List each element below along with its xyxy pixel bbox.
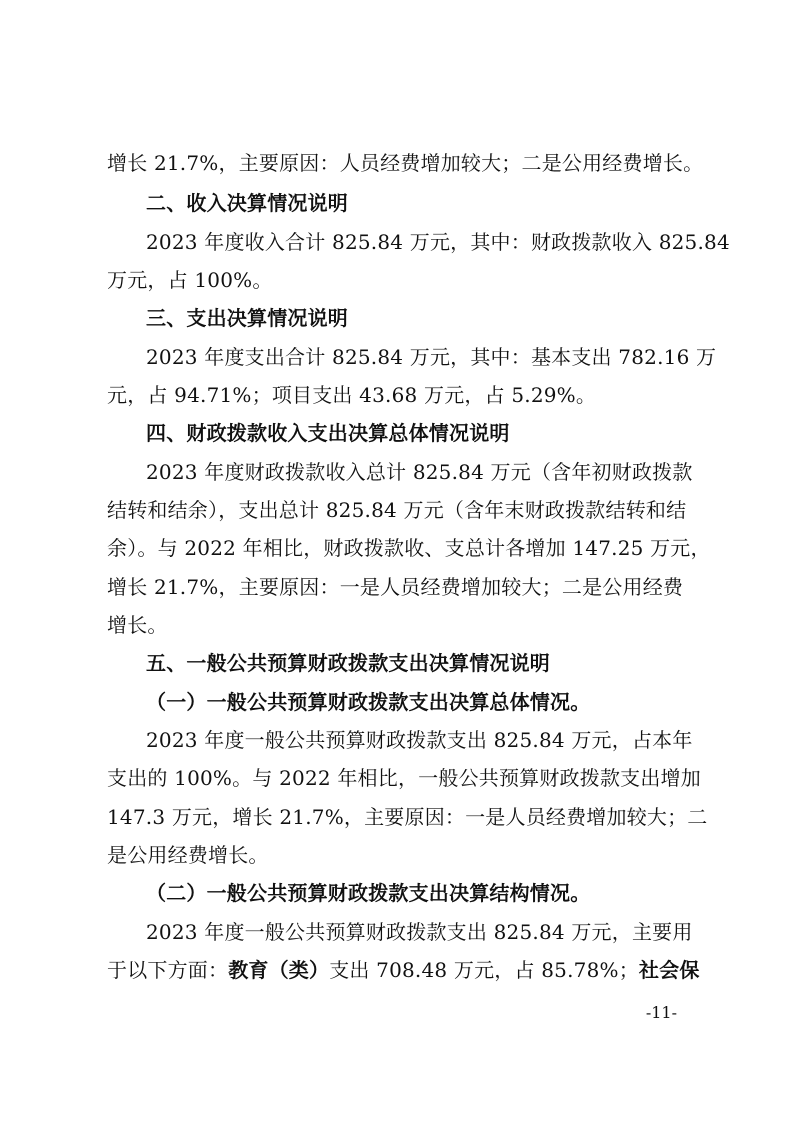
body-text-line: 余）。与 2022 年相比，财政拨款收、支总计各增加 147.25 万元， <box>107 536 711 560</box>
body-text-line: 增长 21.7%，主要原因：人员经费增加较大；二是公用经费增长。 <box>107 151 704 175</box>
body-text-line: 万元，占 100%。 <box>107 268 273 292</box>
body-text-line: 支出的 100%。与 2022 年相比，一般公共预算财政拨款支出增加 <box>107 766 701 790</box>
body-text-line: 147.3 万元，增长 21.7%，主要原因：一是人员经费增加较大；二 <box>107 805 708 829</box>
body-text-line: 2023 年度一般公共预算财政拨款支出 825.84 万元，占本年 <box>146 728 693 752</box>
body-text-line: 是公用经费增长。 <box>107 843 269 867</box>
body-text-line-mixed <box>107 956 700 984</box>
body-text-line: 增长 21.7%，主要原因：一是人员经费增加较大；二是公用经费 <box>107 575 684 599</box>
body-text-segment: 于以下方面： <box>107 958 229 982</box>
body-text-line: 增长。 <box>107 613 168 637</box>
body-text-line: 结转和结余），支出总计 825.84 万元（含年末财政拨款结转和结 <box>107 498 687 522</box>
subsection-heading: （二）一般公共预算财政拨款支出决算结构情况。 <box>146 881 591 905</box>
bold-text-segment: 社会保 <box>638 958 700 982</box>
section-heading: 四、财政拨款收入支出决算总体情况说明 <box>146 421 510 445</box>
body-text-segment: 支出 708.48 万元，占 85.78%； <box>329 958 639 982</box>
section-heading: 五、一般公共预算财政拨款支出决算情况说明 <box>146 651 550 675</box>
body-text-line: 2023 年度财政拨款收入总计 825.84 万元（含年初财政拨款 <box>146 460 693 484</box>
body-text-line: 2023 年度收入合计 825.84 万元，其中：财政拨款收入 825.84 <box>146 230 730 254</box>
section-heading: 二、收入决算情况说明 <box>146 191 348 215</box>
page-number: -11- <box>645 1003 677 1022</box>
body-text-line: 元，占 94.71%；项目支出 43.68 万元，占 5.29%。 <box>107 383 597 407</box>
bold-text-segment: 教育（类） <box>228 958 330 982</box>
body-text-line: 2023 年度支出合计 825.84 万元，其中：基本支出 782.16 万 <box>146 345 717 369</box>
section-heading: 三、支出决算情况说明 <box>146 306 348 330</box>
subsection-heading: （一）一般公共预算财政拨款支出决算总体情况。 <box>146 690 591 714</box>
body-text-line: 2023 年度一般公共预算财政拨款支出 825.84 万元，主要用 <box>146 920 693 944</box>
